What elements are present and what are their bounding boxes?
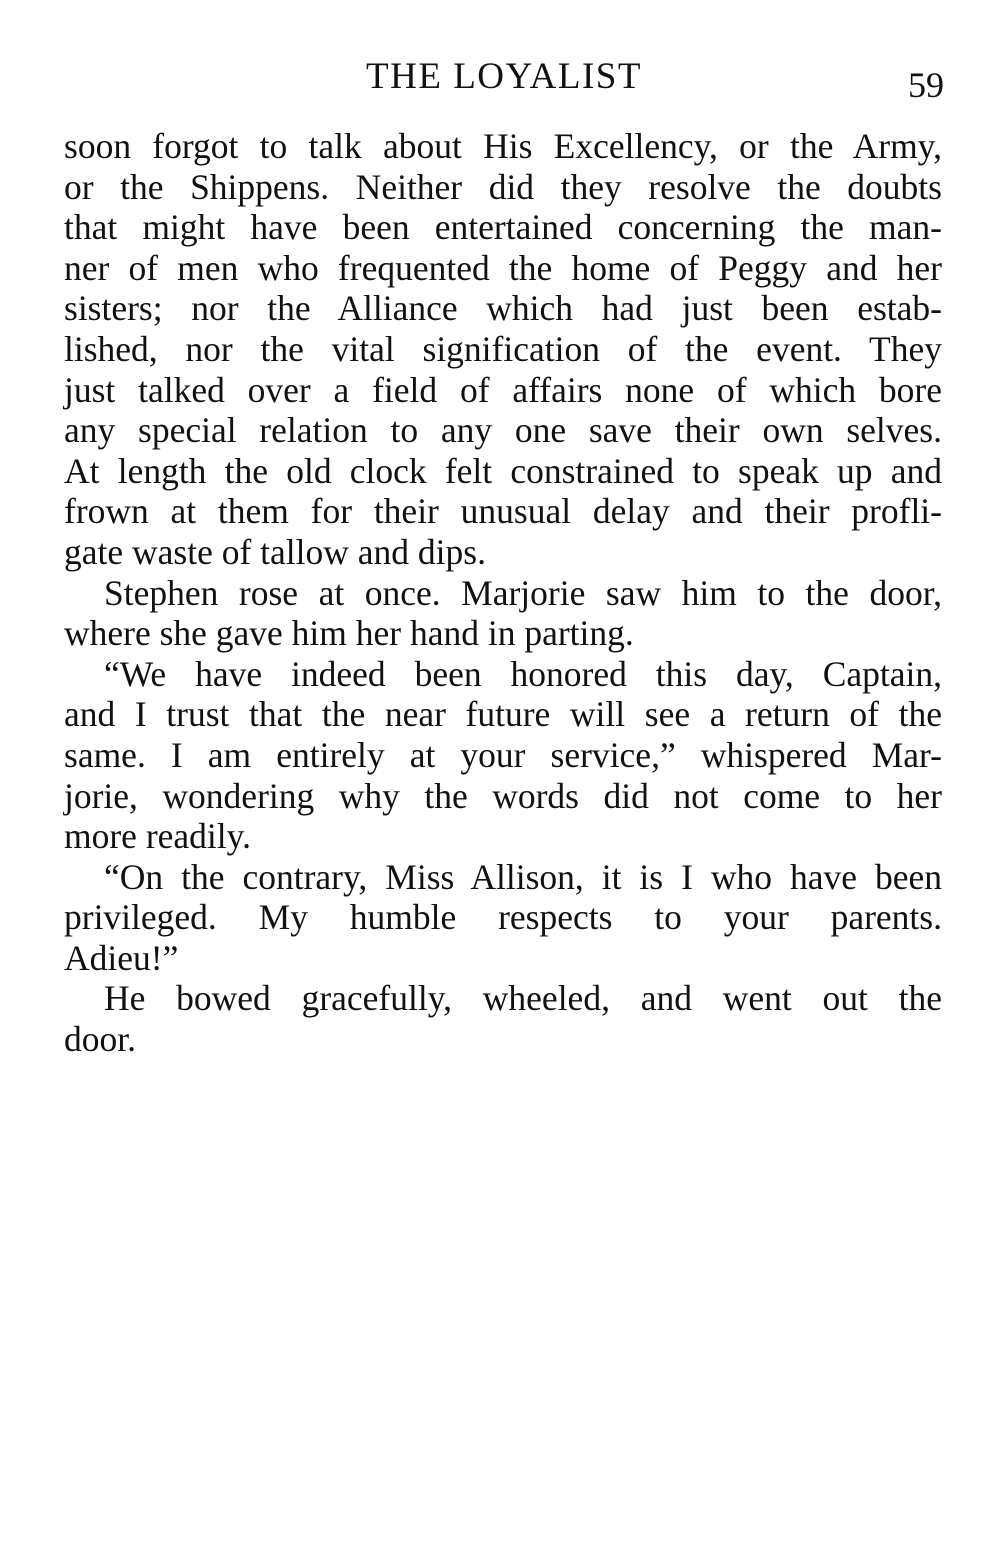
text-line: Adieu!”	[64, 937, 179, 978]
page-number: 59	[908, 65, 944, 105]
text-line: same. I am entirely at your service,” whispered Mar-	[64, 734, 942, 775]
running-head	[64, 52, 944, 105]
text-line: jorie, wondering why the words did not come to her	[64, 775, 942, 816]
text-line: Stephen rose at once. Marjorie saw him to the door,	[104, 572, 942, 613]
text-line: door.	[64, 1019, 136, 1060]
text-line: more readily.	[64, 816, 251, 857]
running-title: THE LOYALIST	[366, 56, 642, 97]
text-line: privileged. My humble respects to your parents.	[64, 897, 942, 938]
text-line: He bowed gracefully, wheeled, and went out the	[104, 978, 942, 1019]
text-line: “We have indeed been honored this day, Captain,	[104, 653, 942, 694]
text-line: that might have been entertained concerning the man-	[64, 207, 942, 248]
text-line: lished, nor the vital signification of the event. They	[64, 328, 942, 369]
text-line: or the Shippens. Neither did they resolve the doubts	[64, 166, 942, 207]
text-line: any special relation to any one save their own selves.	[64, 410, 942, 451]
text-line: At length the old clock felt constrained to speak up and	[64, 450, 942, 491]
text-line: just talked over a field of affairs none of which bore	[64, 369, 942, 410]
text-line: gate waste of tallow and dips.	[64, 531, 486, 572]
text-line: frown at them for their unusual delay and their profli-	[64, 491, 942, 532]
body-text	[64, 126, 942, 1060]
text-line: where she gave him her hand in parting.	[64, 613, 634, 654]
text-line: ner of men who frequented the home of Peggy and her	[64, 247, 942, 288]
text-line: sisters; nor the Alliance which had just been estab-	[64, 288, 942, 329]
text-line: and I trust that the near future will see a return of the	[64, 694, 942, 735]
text-line: soon forgot to talk about His Excellency, or the Army,	[64, 126, 942, 166]
text-line: “On the contrary, Miss Allison, it is I who have been	[104, 856, 942, 897]
